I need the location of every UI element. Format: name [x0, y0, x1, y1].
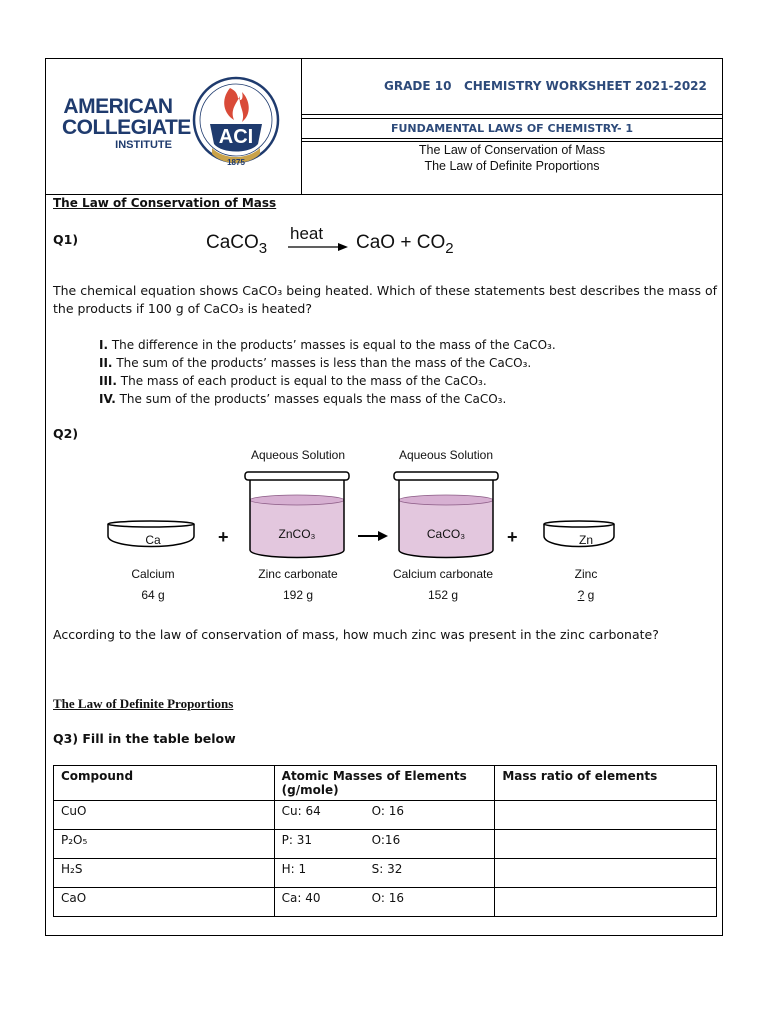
cell-atomic-masses [274, 801, 495, 830]
plus-sign: + [218, 527, 229, 547]
mass-b: O:16 [371, 833, 401, 847]
q1-text-line1: The chemical equation shows CaCO₃ being heated. Which of these statements best describes the mass of [53, 283, 718, 298]
q3-label: Q3) Fill in the table below [53, 731, 236, 746]
mass-b: O: 16 [371, 891, 405, 905]
equation-condition: heat [290, 224, 324, 243]
school-logo [62, 95, 191, 152]
option-text: The sum of the products’ masses is less than the mass of the CaCO₃. [112, 356, 532, 370]
mass-zinc-unit: g [584, 588, 595, 602]
header-line [301, 118, 723, 119]
q2-question: According to the law of conservation of mass, how much zinc was present in the zinc carbonate? [53, 627, 659, 642]
beaker-label-znco3: ZnCO₃ [278, 527, 316, 541]
mass-calcium: 64 g [141, 588, 165, 602]
mass-a: P: 31 [281, 833, 313, 847]
topic-title: FUNDAMENTAL LAWS OF CHEMISTRY- 1 [390, 122, 634, 135]
mass-a: Cu: 64 [281, 804, 321, 818]
logo-line1: AMERICAN [63, 95, 173, 118]
q1-products [356, 232, 454, 257]
mass-zinc-unknown: ? [577, 588, 585, 602]
name-calcium: Calcium [131, 567, 175, 581]
option-text: The difference in the products’ masses is equal to the mass of the CaCO₃. [108, 338, 556, 352]
name-zinc-carbonate: Zinc carbonate [258, 567, 338, 581]
name-zinc: Zinc [574, 567, 598, 581]
equation-reactant-sub: 3 [258, 239, 268, 257]
cell-atomic-masses [274, 859, 495, 888]
header-line [301, 114, 723, 115]
mass-a: H: 1 [281, 862, 307, 876]
header-line [301, 138, 723, 139]
proportions-table [53, 765, 717, 917]
subtopic-1: The Law of Conservation of Mass [418, 143, 606, 157]
option-text: The sum of the products’ masses equals the mass of the CaCO₃. [115, 392, 507, 406]
cell-atomic-masses [274, 830, 495, 859]
header-atomic-masses: Atomic Masses of Elements (g/mole) [274, 766, 495, 801]
logo-line2: COLLEGIATE [62, 116, 191, 139]
reaction-arrow-icon [288, 241, 350, 253]
logo-line3: INSTITUTE [115, 139, 172, 151]
header-mass-ratio: Mass ratio of elements [495, 766, 717, 801]
option-num: IV. [99, 392, 116, 406]
equation-reactant: CaCO [206, 232, 259, 253]
option-num: II. [99, 356, 113, 370]
option-text: The mass of each product is equal to the mass of the CaCO₃. [116, 374, 487, 388]
section-title-definite: The Law of Definite Proportions [53, 696, 234, 711]
diagram-arrow-icon [358, 531, 388, 541]
dish-label-zn: Zn [578, 533, 593, 547]
seal-year: 1875 [227, 158, 245, 167]
plus-sign: + [507, 527, 518, 547]
q1-option-4 [99, 390, 506, 408]
q1-equation [206, 232, 267, 257]
option-num: I. [99, 338, 109, 352]
equation-product-sub: 2 [445, 239, 454, 257]
calcium-carbonate-beaker-icon [394, 472, 498, 558]
zinc-carbonate-beaker-icon [245, 472, 349, 558]
cell-mass-ratio-answer[interactable] [495, 888, 717, 917]
cell-mass-ratio-answer[interactable] [495, 830, 717, 859]
beaker-label-caco3: CaCO₃ [426, 527, 466, 541]
q1-label: Q1) [53, 232, 79, 247]
mass-a: Ca: 40 [281, 891, 321, 905]
header-line [301, 141, 723, 142]
seal-text: ACI [218, 126, 254, 148]
header-compound: Compound [54, 766, 275, 801]
option-num: III. [99, 374, 117, 388]
table-row [54, 801, 717, 830]
q1-option-2 [99, 354, 531, 372]
table-header-row [54, 766, 717, 801]
cell-compound: P₂O₅ [54, 830, 275, 859]
dish-label-ca: Ca [145, 533, 161, 547]
cell-compound: CuO [54, 801, 275, 830]
q1-option-3 [99, 372, 487, 390]
cell-compound: CaO [54, 888, 275, 917]
name-calcium-carbonate: Calcium carbonate [392, 567, 494, 581]
mass-b: S: 32 [371, 862, 403, 876]
cell-mass-ratio-answer[interactable] [495, 801, 717, 830]
cell-atomic-masses [274, 888, 495, 917]
subtopic-2: The Law of Definite Proportions [424, 159, 600, 173]
worksheet-title: GRADE 10 CHEMISTRY WORKSHEET 2021-2022 [384, 79, 707, 93]
reaction-diagram [100, 464, 620, 574]
q1-option-1 [99, 336, 556, 354]
mass-calcium-carbonate: 152 g [427, 588, 459, 602]
cell-mass-ratio-answer[interactable] [495, 859, 717, 888]
table-row [54, 830, 717, 859]
equation-products: CaO + CO [356, 232, 446, 253]
table-row [54, 888, 717, 917]
mass-zinc [546, 588, 626, 602]
section-title-conservation: The Law of Conservation of Mass [53, 196, 277, 210]
aqueous-label-2: Aqueous Solution [398, 448, 494, 462]
cell-compound: H₂S [54, 859, 275, 888]
q2-label: Q2) [53, 426, 79, 441]
q1-text-line2: the products if 100 g of CaCO₃ is heated? [53, 301, 312, 316]
header-bottom-line [45, 194, 723, 195]
table-row [54, 859, 717, 888]
aqueous-label-1: Aqueous Solution [250, 448, 346, 462]
mass-b: O: 16 [371, 804, 405, 818]
mass-zinc-carbonate: 192 g [282, 588, 314, 602]
